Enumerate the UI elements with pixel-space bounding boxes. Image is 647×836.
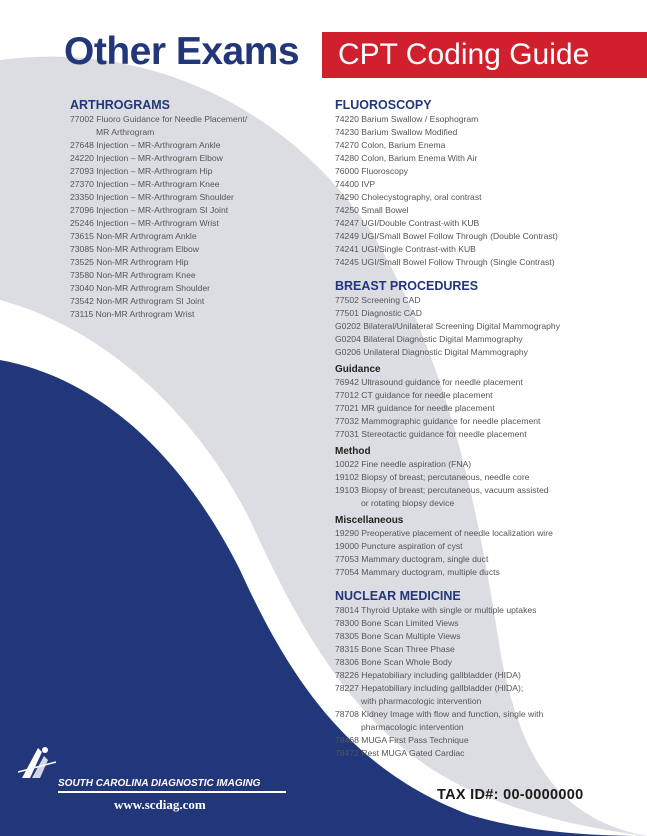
cpt-code: 19290 [335, 528, 359, 538]
left-column [70, 98, 310, 321]
procedure-description: Bone Scan Limited Views [361, 618, 459, 628]
list-item [335, 165, 635, 178]
list-item [335, 682, 635, 708]
subsection-heading: Miscellaneous [335, 515, 404, 526]
item-list [335, 376, 635, 441]
list-item [335, 139, 635, 152]
procedure-description: Ultrasound guidance for needle placement [361, 377, 523, 387]
procedure-description: Non-MR Arthrogram SI Joint [96, 296, 205, 306]
list-item [70, 191, 310, 204]
cpt-code: 78014 [335, 605, 359, 615]
procedure-description: Non-MR Arthrogram Hip [96, 257, 189, 267]
list-item [335, 256, 635, 269]
list-item [70, 152, 310, 165]
list-item [335, 204, 635, 217]
procedure-description: Injection – MR-Arthrogram Elbow [96, 153, 223, 163]
list-item [335, 428, 635, 441]
list-item [335, 708, 635, 734]
cpt-code: 74220 [335, 114, 359, 124]
section-nuclear-medicine [335, 589, 635, 760]
procedure-description: Cholecystography, oral contrast [361, 192, 482, 202]
list-item [335, 566, 635, 579]
cpt-code: 76000 [335, 166, 359, 176]
list-item [335, 113, 635, 126]
procedure-description: MUGA First Pass Technique [361, 735, 469, 745]
subsection-heading: Method [335, 446, 371, 457]
list-item [335, 402, 635, 415]
cpt-code: 77031 [335, 429, 359, 439]
item-list [70, 113, 310, 321]
cpt-code: 74400 [335, 179, 359, 189]
list-item [335, 346, 635, 359]
list-item [335, 540, 635, 553]
cpt-code: 76942 [335, 377, 359, 387]
procedure-description: Bilateral/Unilateral Screening Digital Mammography [363, 321, 560, 331]
list-item [335, 458, 635, 471]
cpt-code: 78300 [335, 618, 359, 628]
website-link[interactable]: www.scdiag.com [114, 797, 206, 812]
cpt-code: 78306 [335, 657, 359, 667]
cpt-code: 27096 [70, 205, 94, 215]
procedure-description: Diagnostic CAD [361, 308, 422, 318]
list-item [335, 734, 635, 747]
procedure-description: Non-MR Arthrogram Shoulder [96, 283, 210, 293]
divider [58, 791, 286, 793]
subsection-heading: Guidance [335, 364, 381, 375]
procedure-description: Screening CAD [361, 295, 421, 305]
cpt-code: 19102 [335, 472, 359, 482]
cpt-code: 78226 [335, 670, 359, 680]
cpt-code: 27370 [70, 179, 94, 189]
list-item [70, 230, 310, 243]
list-item [335, 553, 635, 566]
list-item [335, 376, 635, 389]
procedure-description: UGI/Small Bowel Follow Through (Single Contrast) [361, 257, 555, 267]
procedure-description: UGI/Single Contrast-with KUB [361, 244, 476, 254]
list-item [335, 389, 635, 402]
procedure-description: Injection – MR-Arthrogram SI Joint [96, 205, 229, 215]
cpt-code: 77021 [335, 403, 359, 413]
cpt-code: 74247 [335, 218, 359, 228]
list-item [70, 243, 310, 256]
list-item [70, 295, 310, 308]
procedure-description: Mammary ductogram, single duct [361, 554, 489, 564]
cpt-code: 77054 [335, 567, 359, 577]
cpt-code: 73580 [70, 270, 94, 280]
cpt-code: 77501 [335, 308, 359, 318]
procedure-description: Bone Scan Three Phase [361, 644, 455, 654]
cpt-code: 73615 [70, 231, 94, 241]
procedure-description: Bilateral Diagnostic Digital Mammography [363, 334, 523, 344]
procedure-description: Thyroid Uptake with single or multiple uptakes [361, 605, 537, 615]
procedure-description: Barium Swallow Modified [361, 127, 458, 137]
procedure-description: Barium Swallow / Esophogram [361, 114, 479, 124]
list-item [335, 320, 635, 333]
list-item [335, 643, 635, 656]
procedure-description: Bone Scan Whole Body [361, 657, 453, 667]
item-list [335, 294, 635, 359]
cpt-code: 77002 [70, 114, 94, 124]
list-item [335, 415, 635, 428]
cpt-code: 19000 [335, 541, 359, 551]
procedure-description: Preoperative placement of needle localization wire [361, 528, 553, 538]
cpt-code: G0202 [335, 321, 361, 331]
list-item [335, 656, 635, 669]
cpt-code: 78708 [335, 709, 359, 719]
procedure-description: Rest MUGA Gated Cardiac [361, 748, 465, 758]
procedure-description: Non-MR Arthrogram Ankle [96, 231, 197, 241]
list-item [335, 152, 635, 165]
procedure-description: Colon, Barium Enema [361, 140, 446, 150]
list-item [70, 165, 310, 178]
procedure-description: CT guidance for needle placement [361, 390, 493, 400]
procedure-description: UGI/Small Bowel Follow Through (Double Contrast) [361, 231, 558, 241]
cpt-code: 74241 [335, 244, 359, 254]
list-item [70, 282, 310, 295]
item-list [335, 458, 635, 510]
list-item [335, 484, 635, 510]
page-title: Other Exams [64, 30, 300, 73]
list-item [70, 204, 310, 217]
list-item [335, 630, 635, 643]
procedure-description: Injection – MR-Arthrogram Hip [96, 166, 213, 176]
procedure-description: Fluoro Guidance for Needle Placement/ [96, 114, 248, 124]
procedure-description: Hepatobiliary including gallbladder (HIDA) [361, 670, 521, 680]
cpt-code: 74290 [335, 192, 359, 202]
cpt-code: 74280 [335, 153, 359, 163]
company-name: SOUTH CAROLINA DIAGNOSTIC IMAGING [58, 778, 261, 789]
cpt-code: 10022 [335, 459, 359, 469]
scdi-logo-icon [18, 742, 58, 782]
list-item [335, 217, 635, 230]
list-item [335, 294, 635, 307]
procedure-description: Small Bowel [361, 205, 409, 215]
list-item [335, 243, 635, 256]
cpt-code: 77053 [335, 554, 359, 564]
list-item [335, 333, 635, 346]
list-item [335, 471, 635, 484]
procedure-description: Non-MR Arthrogram Wrist [95, 309, 195, 319]
list-item [335, 178, 635, 191]
procedure-description: Biopsy of breast; percutaneous, needle core [361, 472, 530, 482]
cpt-code: 73542 [70, 296, 94, 306]
cpt-code: 77012 [335, 390, 359, 400]
section-heading: ARTHROGRAMS [70, 98, 170, 112]
procedure-description-continued: with pharmacologic intervention [361, 696, 482, 706]
subtitle-text: CPT Coding Guide [338, 38, 590, 71]
list-item [335, 747, 635, 760]
procedure-description: Puncture aspiration of cyst [361, 541, 463, 551]
procedure-description: Colon, Barium Enema With Air [361, 153, 478, 163]
list-item [335, 230, 635, 243]
right-column [335, 98, 635, 760]
cpt-code: G0206 [335, 347, 361, 357]
cpt-code: 73525 [70, 257, 94, 267]
procedure-description: Hepatobiliary including gallbladder (HIDA); [361, 683, 524, 693]
list-item [335, 617, 635, 630]
list-item [70, 139, 310, 152]
procedure-description-continued: MR Arthrogram [96, 127, 155, 137]
cpt-code: 78315 [335, 644, 359, 654]
cpt-code: 27093 [70, 166, 94, 176]
procedure-description: Biopsy of breast; percutaneous, vacuum assisted [361, 485, 549, 495]
list-item [335, 307, 635, 320]
item-list [335, 604, 635, 760]
procedure-description: IVP [361, 179, 376, 189]
cpt-code: 27648 [70, 140, 94, 150]
list-item [70, 178, 310, 191]
cpt-code: 24220 [70, 153, 94, 163]
subtitle-banner [322, 32, 647, 78]
list-item [335, 669, 635, 682]
cpt-code: 74230 [335, 127, 359, 137]
procedure-description: Injection – MR-Arthrogram Shoulder [96, 192, 234, 202]
cpt-code: 78305 [335, 631, 359, 641]
cpt-code: 19103 [335, 485, 359, 495]
list-item [335, 126, 635, 139]
procedure-description: MR guidance for needle placement [361, 403, 495, 413]
procedure-description-continued: or rotating biopsy device [361, 498, 455, 508]
list-item [70, 308, 310, 321]
cpt-code: 73085 [70, 244, 94, 254]
procedure-description: Unilateral Diagnostic Digital Mammography [363, 347, 528, 357]
section-fluoroscopy [335, 98, 635, 269]
section-heading: FLUOROSCOPY [335, 98, 432, 112]
procedure-description: Injection – MR-Arthrogram Ankle [96, 140, 221, 150]
cpt-code: 73115 [70, 309, 94, 319]
procedure-description: Fluoroscopy [361, 166, 409, 176]
list-item [70, 256, 310, 269]
list-item [70, 269, 310, 282]
procedure-description: Non-MR Arthrogram Knee [96, 270, 196, 280]
item-list [335, 113, 635, 269]
procedure-description: Injection – MR-Arthrogram Wrist [96, 218, 219, 228]
item-list [335, 527, 635, 579]
section-arthrograms [70, 98, 310, 321]
cpt-code: 74270 [335, 140, 359, 150]
cpt-code: 78468 [335, 735, 359, 745]
procedure-description: Kidney Image with flow and function, single with [361, 709, 544, 719]
company-logo [18, 742, 288, 822]
procedure-description: Stereotactic guidance for needle placement [361, 429, 527, 439]
procedure-description: Bone Scan Multiple Views [361, 631, 461, 641]
cpt-code: 73040 [70, 283, 94, 293]
list-item [70, 113, 310, 139]
cpt-code: 77032 [335, 416, 359, 426]
procedure-description: Mammographic guidance for needle placement [361, 416, 541, 426]
procedure-description: Mammary ductogram, multiple ducts [361, 567, 500, 577]
cpt-code: 78472 [335, 748, 359, 758]
list-item [335, 604, 635, 617]
list-item [70, 217, 310, 230]
section-breast-procedures [335, 279, 635, 579]
procedure-description: UGI/Double Contrast-with KUB [361, 218, 480, 228]
cpt-code: 74249 [335, 231, 359, 241]
list-item [335, 527, 635, 540]
cpt-code: 74250 [335, 205, 359, 215]
list-item [335, 191, 635, 204]
procedure-description-continued: pharmacologic intervention [361, 722, 464, 732]
cpt-code: G0204 [335, 334, 361, 344]
cpt-code: 77502 [335, 295, 359, 305]
cpt-code: 25246 [70, 218, 94, 228]
procedure-description: Non-MR Arthrogram Elbow [96, 244, 199, 254]
section-heading: BREAST PROCEDURES [335, 279, 479, 293]
procedure-description: Fine needle aspiration (FNA) [361, 459, 472, 469]
procedure-description: Injection – MR-Arthrogram Knee [96, 179, 220, 189]
cpt-code: 23350 [70, 192, 94, 202]
cpt-code: 74245 [335, 257, 359, 267]
section-heading: NUCLEAR MEDICINE [335, 589, 461, 603]
cpt-code: 78227 [335, 683, 359, 693]
tax-id: TAX ID#: 00-0000000 [437, 787, 584, 803]
